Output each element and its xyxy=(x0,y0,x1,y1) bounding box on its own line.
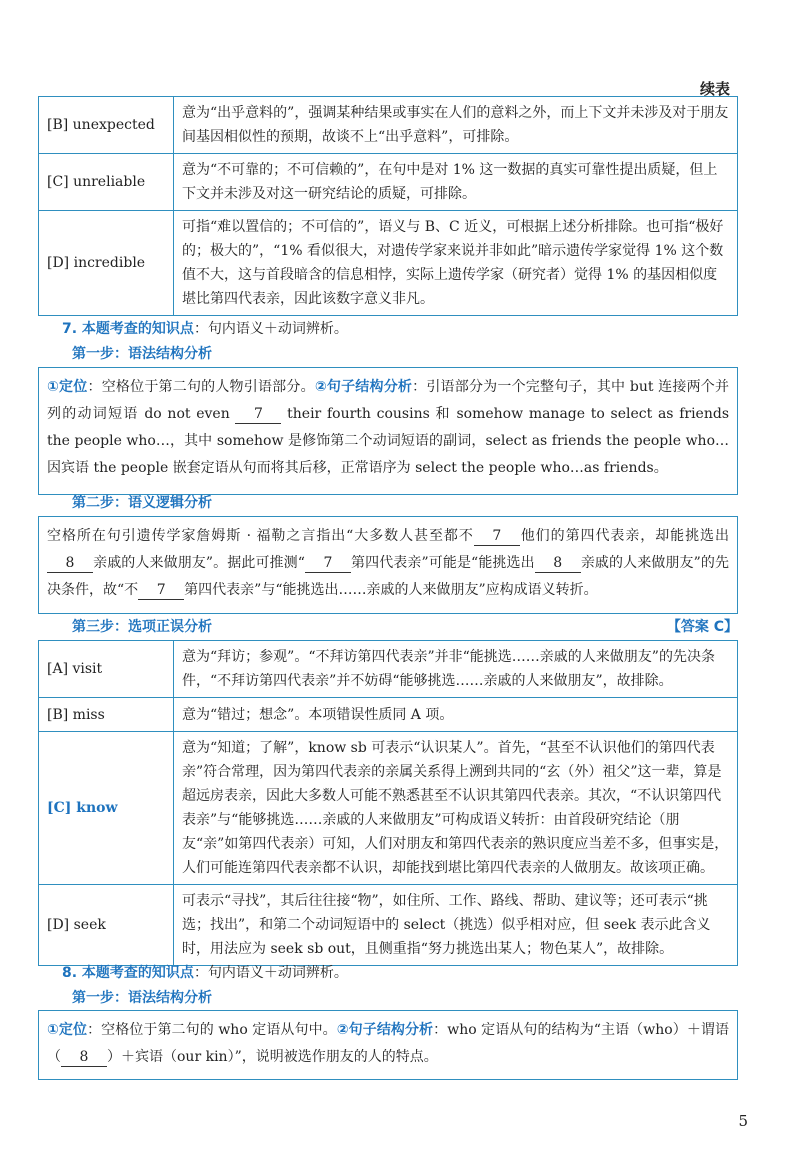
blank-7: 7 xyxy=(235,405,281,424)
blank-8: 8 xyxy=(535,554,581,573)
text: 亲戚的人来做朋友”。据此可推测“ xyxy=(93,555,305,571)
blank-8: 8 xyxy=(47,554,93,573)
q7-step1-heading xyxy=(72,343,212,363)
blank-7: 7 xyxy=(138,581,184,600)
table-row xyxy=(39,732,738,885)
q8-title-rest: ：句内语义＋动词辨析。 xyxy=(193,965,348,981)
option-explanation: 意为“知道；了解”，know sb 可表示“认识某人”。首先，“甚至不认识他们的第四代表亲”符合常理，因为第四代表亲的亲属关系得上溯到共同的“玄（外）祖父”这一辈，算是超远房表亲，因此大多数人可能不熟悉甚至不认识其第四代表亲。其次，“不认识第四代表亲”与“能够挑选……亲戚的人来做朋友”可构成语义转折：由首段研究结论（朋友“亲”如第四代表亲）可知，人们对朋友和第四代表亲的熟识度应当差不多，但事实是，人们可能连第四代表亲都不认识，却能找到堪比第四代表亲的人做朋友。故该项正确。 xyxy=(174,732,738,885)
step-title: ：语义逻辑分析 xyxy=(114,495,212,511)
page-number: 5 xyxy=(738,1112,748,1130)
option-explanation: 可指“难以置信的；不可信的”，语义与 B、C 近义，可根据上述分析排除。也可指“极好的；极大的”，“1% 看似很大，对遗传学家来说并非如此”暗示遗传学家觉得 1% 这个数值不大，这与首段暗含的信息相悖，实际上遗传学家（研究者）觉得 1% 的基因相似度堪比第四代表亲，因此该数字意义非凡。 xyxy=(174,211,738,316)
label-structure: ②句子结构分析 xyxy=(336,1022,434,1038)
step-title: ：选项正误分析 xyxy=(114,619,212,635)
blank-7: 7 xyxy=(305,554,351,573)
option-label-correct: [C] know xyxy=(39,732,174,885)
option-label: [A] visit xyxy=(39,641,174,698)
step-label: 第一步 xyxy=(72,346,114,362)
table-row xyxy=(39,154,738,211)
step-label: 第二步 xyxy=(72,495,114,511)
step-label: 第三步 xyxy=(72,619,114,635)
q8-title: 8. 本题考查的知识点 xyxy=(62,965,194,981)
text: ：空格位于第二句的 who 定语从句中。 xyxy=(87,1022,337,1038)
continued-table-label: 续表 xyxy=(699,80,730,98)
table-row xyxy=(39,97,738,154)
q8-step1-heading xyxy=(72,987,212,1007)
table-row xyxy=(39,211,738,316)
blank-7: 7 xyxy=(474,527,520,546)
label-locate: ①定位 xyxy=(47,379,88,395)
option-explanation: 意为“出乎意料的”，强调某种结果或事实在人们的意料之外，而上下文并未涉及对于朋友间基因相似性的预期，故谈不上“出乎意料”，可排除。 xyxy=(174,97,738,154)
table-row xyxy=(39,641,738,698)
text: 第四代表亲”可能是“能挑选出 xyxy=(350,555,535,571)
q7-heading xyxy=(62,318,348,338)
option-label: [D] incredible xyxy=(39,211,174,316)
text: ：who 定语从句的结构为“主语（who）＋谓语（ xyxy=(47,1022,729,1065)
options-table-q7 xyxy=(38,640,738,966)
text: ：引语部分为一个完整句子，其中 but 连接两个并列的动词短语 do not even xyxy=(47,379,729,422)
step-title: ：语法结构分析 xyxy=(114,346,212,362)
q7-title-rest: ：句内语义＋动词辨析。 xyxy=(193,321,348,337)
options-table-q6 xyxy=(38,96,738,316)
step-label: 第一步 xyxy=(72,990,114,1006)
option-label: [B] unexpected xyxy=(39,97,174,154)
option-label: [C] unreliable xyxy=(39,154,174,211)
text: 他们的第四代表亲，却能挑选出 xyxy=(519,528,729,544)
option-explanation: 意为“拜访；参观”。“不拜访第四代表亲”并非“能挑选……亲戚的人来做朋友”的先决条件，“不拜访第四代表亲”并不妨碍“能够挑选……亲戚的人来做朋友”，故排除。 xyxy=(174,641,738,698)
q7-step2-heading xyxy=(72,492,212,512)
label-structure: ②句子结构分析 xyxy=(314,379,413,395)
q7-step3-heading xyxy=(72,616,212,636)
option-explanation: 意为“不可靠的；不可信赖的”，在句中是对 1% 这一数据的真实可靠性提出质疑，但上下文并未涉及对这一研究结论的质疑，可排除。 xyxy=(174,154,738,211)
table-row xyxy=(39,698,738,732)
option-label: [D] seek xyxy=(39,885,174,966)
q8-grammar-box xyxy=(38,1010,738,1080)
label-locate: ①定位 xyxy=(47,1022,88,1038)
table-row xyxy=(39,885,738,966)
q7-title: 7. 本题考查的知识点 xyxy=(62,321,194,337)
text: ：空格位于第二句的人物引语部分。 xyxy=(87,379,315,395)
q7-semantic-box xyxy=(38,516,738,614)
text: 第四代表亲”与“能挑选出……亲戚的人来做朋友”应构成语义转折。 xyxy=(184,582,598,598)
option-label: [B] miss xyxy=(39,698,174,732)
answer-badge: 【答案 C】 xyxy=(666,619,738,635)
text: 亲戚的人来做朋友”的先决条件，故“不 xyxy=(47,555,729,598)
step-title: ：语法结构分析 xyxy=(114,990,212,1006)
text: their fourth cousins 和 somehow manage to select as friends the people who…，其中 somehow 是修饰第二个动词短语的副词，select as friends the people who…因宾语 the people 嵌套定语从句而将其后移，正常语序为 select the people who…as friends。 xyxy=(47,406,729,476)
text: ）＋宾语（our kin）”，说明被选作朋友的人的特点。 xyxy=(107,1049,438,1065)
text: 空格所在句引遗传学家詹姆斯 · 福勒之言指出“大多数人甚至都不 xyxy=(47,528,474,544)
option-explanation: 可表示“寻找”，其后往往接“物”，如住所、工作、路线、帮助、建议等；还可表示“挑选；找出”，和第二个动词短语中的 select（挑选）似乎相对应，但 seek 表示此含义时，用法应为 seek sb out，且侧重指“努力挑选出某人；物色某人”，故排除。 xyxy=(174,885,738,966)
q7-grammar-box xyxy=(38,367,738,495)
option-explanation: 意为“错过；想念”。本项错误性质同 A 项。 xyxy=(174,698,738,732)
blank-8: 8 xyxy=(61,1048,107,1067)
q8-heading xyxy=(62,962,348,982)
